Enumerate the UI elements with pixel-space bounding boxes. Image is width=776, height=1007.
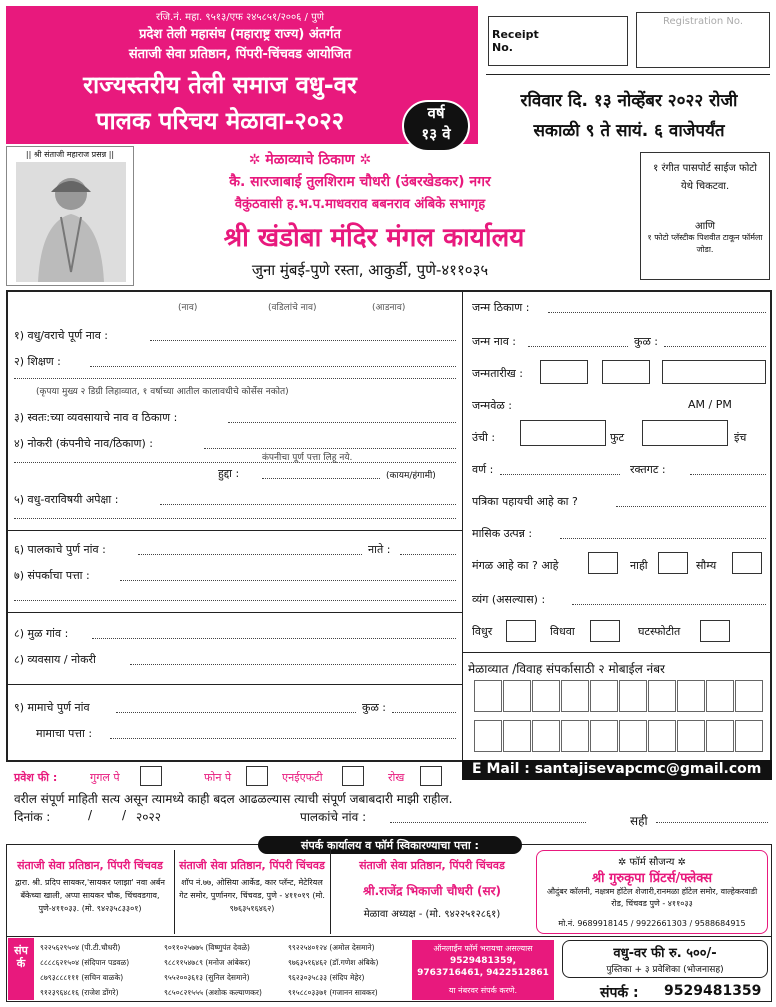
field-post[interactable] — [262, 478, 380, 479]
form-divider — [462, 290, 463, 762]
contact-number: 9529481359 — [664, 983, 762, 999]
fee-label: प्रवेश फी : — [14, 771, 58, 784]
job-type: (कायम/हंगामी) — [386, 471, 436, 481]
photo-note-and: आणि — [694, 221, 716, 232]
widow-label: विधवा — [550, 625, 575, 638]
field-post-label: हुद्दा : — [218, 467, 240, 480]
field-job-label: ४) नोकरी (कंपनीचे नाव/ठिकाण) : — [14, 437, 153, 450]
reg-number: रजि.नं. महा. ९५१३/एफ २४५८५१/२००६ / पुणे — [155, 12, 325, 23]
feet-label: फुट — [610, 431, 625, 444]
col-name: (नाव) — [178, 303, 198, 313]
dob-month[interactable] — [602, 360, 650, 384]
section-rule-1 — [6, 530, 462, 531]
cash-checkbox[interactable] — [420, 766, 442, 786]
phone-entry: ९८८११५४७८९ (मनोज आंबेकर) — [164, 958, 251, 967]
contact-rule — [6, 936, 772, 937]
phone-entry: ९५५२००३६१३ (सुनिल देसमाने) — [164, 973, 250, 982]
phone-entry: ८८८८६२१५०४ (संदिपान पडवळ) — [40, 958, 130, 967]
dob-label: जन्मतारीख : — [472, 367, 523, 380]
kul-label: कुळ : — [634, 335, 659, 348]
field-business[interactable] — [228, 422, 456, 423]
mobile-digit-cell[interactable] — [619, 720, 647, 752]
contact-divider-2 — [330, 850, 331, 934]
online-numbers: 9529481359, 9763716461, 9422512861 — [417, 956, 549, 978]
side-label: संपर्क — [14, 944, 28, 970]
kul-field[interactable] — [664, 346, 766, 347]
disability-label: व्यंग (असल्यास) : — [472, 593, 546, 606]
field-expectation-label: ५) वधु-वराविषयी अपेक्षा : — [14, 493, 119, 506]
event-date: रविवार दि. १३ नोव्हेंबर २०२२ रोजी — [520, 91, 738, 111]
dob-year[interactable] — [662, 360, 766, 384]
event-title-line2: पालक परिचय मेळावा-२०२२ — [95, 107, 345, 135]
signature-label: सही — [630, 814, 648, 828]
mobile-rule — [462, 652, 772, 653]
phone-entry: ९०११०२५७७५ (विष्णुपंत देवळे) — [164, 943, 250, 952]
mobile-digit-cell[interactable] — [561, 720, 589, 752]
date-sep-2: / — [122, 808, 127, 822]
field-uncle-address-label: मामाचा पत्ता : — [36, 727, 93, 740]
mangal-mild-label: सौम्य — [696, 559, 717, 572]
kundali-field[interactable] — [616, 506, 766, 507]
job-note: कंपनीचा पूर्ण पत्ता लिहू नये. — [262, 453, 353, 463]
field-expectation-2[interactable] — [14, 518, 456, 519]
venue-address: जुना मुंबई-पुणे रस्ता, आकुर्डी, पुणे-४११०३५ — [251, 261, 489, 279]
mobile-digit-cell[interactable] — [648, 680, 676, 712]
event-time: सकाळी ९ ते सायं. ६ वाजेपर्यंत — [533, 121, 725, 141]
field-business-label: ३) स्वतः:च्या व्यवसायाचे नाव व ठिकाण : — [14, 411, 178, 424]
field-uncle[interactable] — [116, 712, 356, 713]
phone-entry: ९९२२५४०१२४ (अमोल देसमाने) — [288, 943, 375, 952]
blood-label: रक्तगट : — [630, 463, 666, 476]
mangal-yes-box[interactable] — [588, 552, 618, 574]
online-title: ऑनलाईन फॉर्म भरायचा असल्यास — [433, 944, 533, 953]
date-label: दिनांक : — [14, 810, 51, 824]
office2-title: संताजी सेवा प्रतिष्ठान, पिंपरी चिंचवड — [179, 859, 325, 872]
field-village-label: ८) मुळ गांव : — [14, 627, 69, 640]
field-uncle-kul-label: कुळ : — [362, 701, 387, 714]
mobile-digit-cell[interactable] — [590, 680, 618, 712]
mobile-digit-cell[interactable] — [532, 720, 560, 752]
venue-line2: वैकुंठवासी ह.भ.प.माधवराव बबनराव अंबिके सभागृह — [234, 197, 486, 212]
col-father: (वडिलांचे नाव) — [268, 303, 317, 313]
mangal-label: मंगळ आहे का ? आहे — [472, 559, 559, 572]
field-job-2[interactable] — [14, 462, 456, 463]
field-uncle-address[interactable] — [110, 738, 456, 739]
education-note: (कृपया मुख्य २ डिग्री लिहाव्यात, १ वर्षाच्या आतील कालावधीचे कोर्सेस नकोत) — [36, 387, 289, 397]
phone-entry: ८७९३८८८१११ (सचिन वाळके) — [40, 973, 124, 982]
date-year: २०२२ — [136, 810, 161, 824]
complexion-label: वर्ण : — [472, 463, 494, 476]
field-relation-label: नाते : — [368, 543, 391, 556]
photo-note-bag: १ फोटो प्लॅस्टीक पिशवीत टाकून फॉर्मला जोडा. — [647, 233, 763, 254]
office2-address: शॉप नं.७७, ओसिया आर्केड, कार प्लॅन्ट, मेटेरियल गेट समोर, पुर्णानगर, चिंचवड, पुणे - ४११०१९ (मो. ९७६३५१६४६२) — [179, 878, 325, 913]
phone-list-3 — [288, 940, 412, 1000]
dob-day[interactable] — [540, 360, 588, 384]
neft-label: एनईएफटी — [282, 771, 323, 784]
parent-name-field[interactable] — [390, 822, 586, 823]
receipt-label: Receipt No. — [492, 28, 539, 54]
height-label: उंची : — [472, 431, 496, 444]
field-parent-label: ६) पालकाचे पुर्ण नांव : — [14, 543, 106, 556]
mobile-digit-cell[interactable] — [706, 680, 734, 712]
year-badge-label: वर्ष — [427, 104, 445, 122]
mobile-digit-cell[interactable] — [561, 680, 589, 712]
mobile-digit-cell[interactable] — [532, 680, 560, 712]
height-inch[interactable] — [642, 420, 728, 446]
venue-hall-name: श्री खंडोबा मंदिर मंगल कार्यालय — [223, 223, 525, 253]
sponsor-address: औदुंबर कॉलनी, नक्षत्रम हॉटेल शेजारी,रानमळा हॉटेल समोर, वाल्हेकरवाडी रोड, चिंचवड पुणे - ४११०३३ — [546, 887, 758, 908]
field-education[interactable] — [90, 366, 456, 367]
mobile-digit-cell[interactable] — [503, 720, 531, 752]
contact-number-label: संपर्क : — [600, 985, 639, 1001]
field-address[interactable] — [120, 580, 456, 581]
sponsor-title: श्री गुरुकृपा प्रिंटर्स/फ्लेक्स — [591, 871, 713, 886]
declaration: वरील संपूर्ण माहिती सत्य असून त्यामध्ये काही बदल आढळल्यास त्याची संपूर्ण जबाबदारी माझी राहील. — [14, 792, 453, 806]
mobile-digit-cell[interactable] — [474, 680, 502, 712]
saint-portrait-image — [16, 162, 126, 282]
disability-field[interactable] — [572, 604, 766, 605]
widower-box[interactable] — [506, 620, 536, 642]
col-surname: (आडनाव) — [372, 303, 406, 313]
phone-entry: ९१२३९६४८१६ (राजेश डोंगरे) — [40, 988, 119, 997]
cash-label: रोख — [388, 771, 405, 784]
header-line1: प्रदेश तेली महासंघ (महाराष्ट्र राज्य) अंतर्गत — [139, 27, 341, 42]
field-address-2[interactable] — [14, 600, 456, 601]
gpay-label: गुगल पे — [90, 771, 120, 784]
office3-role: मेळावा अध्यक्ष - (मो. ९४२२५१२८६१) — [363, 909, 501, 920]
birth-name-field[interactable] — [528, 346, 628, 347]
field-parent[interactable] — [138, 554, 362, 555]
divorced-box[interactable] — [700, 620, 730, 642]
parent-sign-label: पालकांचे नांव : — [300, 810, 367, 824]
mangal-no-box[interactable] — [658, 552, 688, 574]
phone-list-1 — [40, 940, 164, 1000]
online-note: या नंबरवर संपर्क करणे. — [448, 986, 518, 995]
income-field[interactable] — [560, 538, 766, 539]
birth-time-label: जन्मवेळ : — [472, 399, 512, 412]
photo-note: १ रंगीत पासपोर्ट साईज फोटो येथे चिकटवा. — [653, 163, 757, 192]
mobile-digit-cell[interactable] — [677, 720, 705, 752]
field-village[interactable] — [92, 638, 456, 639]
field-address-label: ७) संपर्काचा पत्ता : — [14, 569, 90, 582]
field-education-2[interactable] — [14, 378, 456, 379]
phone-entry: ९२२५६२९५०४ (पी.टी.चौधरी) — [40, 943, 121, 952]
phone-entry: ९१५८८०३३७१ (गजानन सावकर) — [288, 988, 378, 997]
field-relation[interactable] — [400, 554, 456, 555]
mobile-digit-cell[interactable] — [706, 720, 734, 752]
phonepe-checkbox[interactable] — [246, 766, 268, 786]
phonepe-label: फोन पे — [204, 771, 232, 784]
birth-name-label: जन्म नाव : — [472, 335, 517, 348]
mangal-mild-box[interactable] — [732, 552, 762, 574]
complexion-field[interactable] — [500, 474, 620, 475]
field-uncle-kul[interactable] — [392, 712, 456, 713]
portrait-caption: || श्री संताजी महाराज प्रसन्न || — [25, 150, 115, 159]
bride-groom-fee: वधु-वर फी रु. ५००/- — [613, 946, 717, 961]
field-occupation-label: ८) व्यवसाय / नोकरी — [14, 653, 96, 666]
field-full-name-label: १) वधु/वराचे पूर्ण नाव : — [14, 329, 109, 342]
phone-list-2 — [164, 940, 288, 1000]
field-job[interactable] — [204, 448, 456, 449]
mobile-heading: मेळाव्यात /विवाह संपर्कासाठी २ मोबाईल नंबर — [468, 662, 665, 676]
widow-box[interactable] — [590, 620, 620, 642]
office1-title: संताजी सेवा प्रतिष्ठान, पिंपरी चिंचवड — [17, 859, 163, 872]
phone-entry: ९७६३५१६४६२ (डॉ.गणेश अंबिके) — [288, 958, 379, 967]
email-banner: E Mail : santajisevapcmc@gmail.com — [462, 760, 772, 780]
event-title-line1: राज्यस्तरीय तेली समाज वधु-वर — [83, 71, 357, 99]
mobile-digit-cell[interactable] — [677, 680, 705, 712]
mobile-digit-cell[interactable] — [619, 680, 647, 712]
sponsor-mobile: मो.नं. 9689918145 / 9922661303 / 9588684915 — [558, 919, 746, 928]
mobile-digit-cell[interactable] — [735, 680, 763, 712]
section-rule-3 — [6, 684, 462, 685]
mobile-digit-cell[interactable] — [474, 720, 502, 752]
office3-person: श्री.राजेंद्र भिकाजी चौधरी (सर) — [363, 884, 501, 898]
contact-heading: संपर्क कार्यालय व फॉर्म स्विकारण्याचा पत्ता : — [258, 836, 522, 854]
mobile-digit-cell[interactable] — [590, 720, 618, 752]
field-uncle-label: ९) मामाचे पुर्ण नांव — [14, 701, 90, 714]
blood-field[interactable] — [690, 474, 766, 475]
widower-label: विधुर — [472, 625, 493, 638]
mobile-digit-cell[interactable] — [503, 680, 531, 712]
office1-address: द्वारा. श्री. प्रदिप सायकर,'सायकर प्लाझा' नवा अर्बन बँकेच्या खाली, अप्पा सायकर चौक, चिंचवडगाव, पुणे-४११०३३. (मो. ९४२३५८३३०१) — [15, 878, 165, 913]
contact-divider-1 — [174, 850, 175, 934]
birth-place-field[interactable] — [548, 312, 766, 313]
field-education-label: २) शिक्षण : — [14, 355, 61, 368]
field-occupation[interactable] — [130, 664, 456, 665]
date-sep-1: / — [88, 808, 93, 822]
office3-title: संताजी सेवा प्रतिष्ठान, पिंपरी चिंचवड — [359, 859, 505, 872]
height-feet[interactable] — [520, 420, 606, 446]
mangal-no-label: नाही — [630, 559, 648, 572]
sponsor-heading: ✲ फॉर्म सौजन्य ✲ — [617, 857, 687, 868]
section-rule-2 — [6, 612, 462, 613]
kundali-label: पत्रिका पहायची आहे का ? — [472, 495, 578, 508]
ampm-label: AM / PM — [688, 398, 732, 411]
phone-entry: ९८५०८२१५५५ (अशोक कल्याणकर) — [164, 988, 262, 997]
income-label: मासिक उत्पन्न : — [472, 527, 533, 540]
year-badge-number: १३ वे — [421, 125, 451, 143]
phone-entry: ९६२३०३५८३३ (संदिप मेहेर) — [288, 973, 365, 982]
signature-field[interactable] — [656, 822, 768, 823]
header-rule — [486, 74, 770, 75]
header-line2: संताजी सेवा प्रतिष्ठान, पिंपरी-चिंचवड आयोजित — [128, 47, 352, 62]
mobile-digit-cell[interactable] — [648, 720, 676, 752]
birth-place-label: जन्म ठिकाण : — [472, 301, 530, 314]
divorced-label: घटस्फोटीत — [638, 625, 681, 638]
inch-label: इंच — [734, 431, 747, 444]
gpay-checkbox[interactable] — [140, 766, 162, 786]
field-expectation[interactable] — [160, 504, 456, 505]
mobile-grid[interactable] — [474, 680, 766, 754]
registration-label: Registration No. — [662, 16, 744, 27]
field-full-name[interactable] — [150, 340, 456, 341]
venue-line1: कै. सारजाबाई तुलशिराम चौधरी (उंबरखेडकर) नगर — [229, 174, 491, 190]
mobile-digit-cell[interactable] — [735, 720, 763, 752]
venue-heading: ✲ मेळाव्याचे ठिकाण ✲ — [248, 152, 372, 168]
neft-checkbox[interactable] — [342, 766, 364, 786]
fee-includes: पुस्तिका + ३ प्रवेशिका (भोजनासह) — [606, 965, 724, 975]
